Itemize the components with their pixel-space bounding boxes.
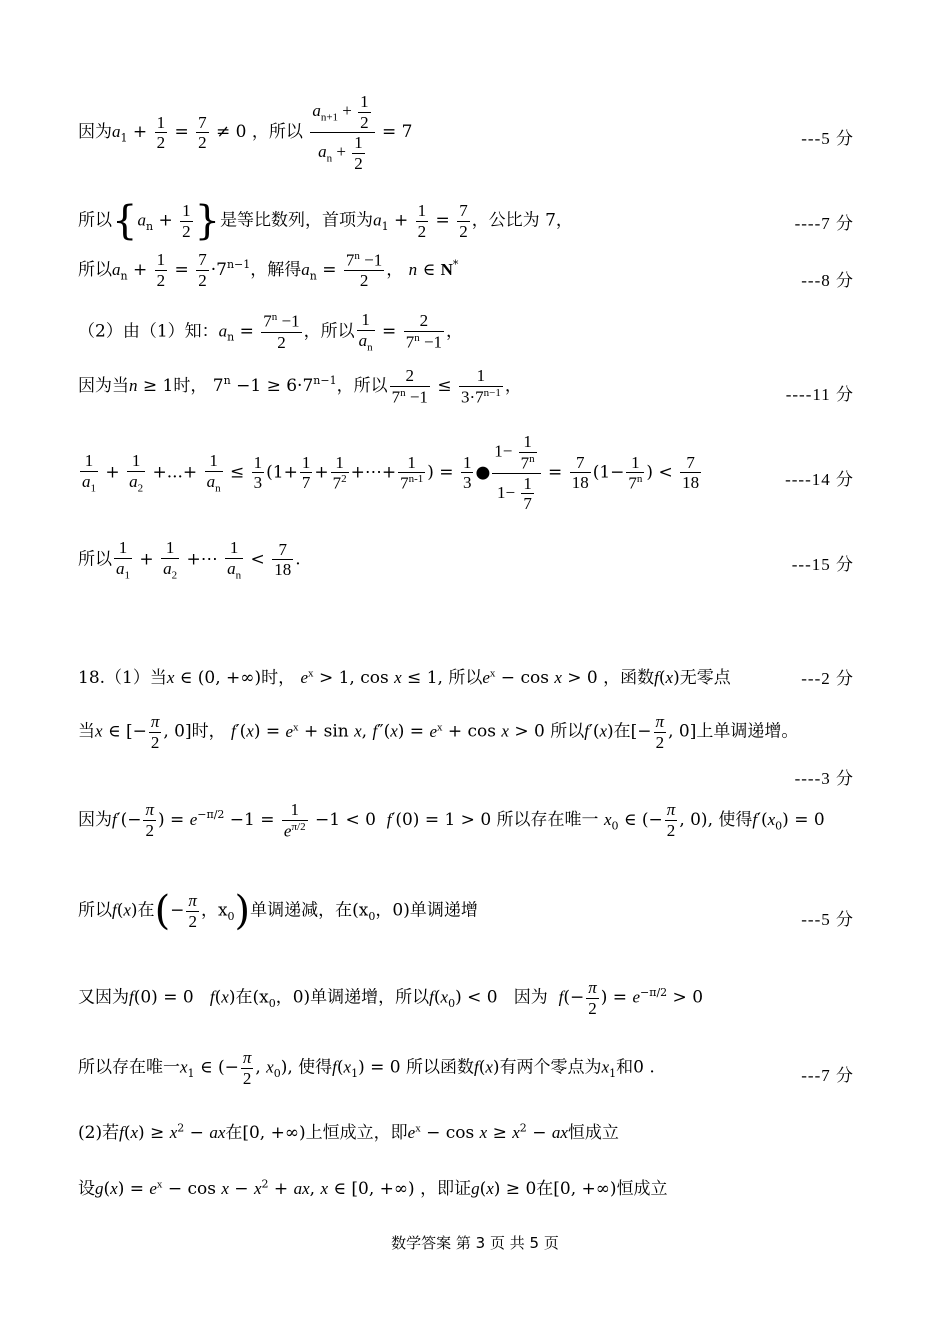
q18-line-1: 18.（1）当x ∈ (0, +∞)时， $e^x > 1$, cos x ≤ 1, 所以$e^x - \cos x > 0$ ，函数f(x)无零点 — [78, 667, 731, 688]
score-14: ----14 分 — [785, 470, 854, 489]
q18-line-2: 当x ∈ [− $\frac{\pi}{2}$ , 0]时， $f'(x) = e^x + \sin x$, $f''(x) = e^x + \cos x > 0$ 所以f′(x)在[− $\frac{\pi}{2}$ , 0]上单调递增。 — [78, 712, 799, 752]
q18-score-2: ---2 分 — [801, 669, 854, 688]
q18-line-5: 又因为f(0) = 0 f(x)在($x_0$，0)单调递增，所以$f(x_0) < 0$ 因为 f(− $\frac{\pi}{2}$ ) = $e^{-\pi/2} > 0$ — [78, 978, 704, 1018]
q18-line-8: 设$g(x) = e^x - \cos x - x^2$ + ax, x ∈ [0, +∞) ，即证g(x) ≥ 0在[0, +∞)恒成立 — [78, 1177, 668, 1199]
score-7: ----7 分 — [794, 214, 854, 233]
line-5: 因为当n ≥ 1时， $7^n -1 \ge 6\cdot 7^{n-1}$，所以 $\frac{2}{7^n -1}$ ≤ $\frac{1}{3\cdot 7^{n-1}}$ ， — [78, 366, 522, 407]
line-7: 所以 $\frac{1}{a_1}$ + $\frac{1}{a_2}$ +⋯ $\frac{1}{a_n}$ < $\frac{7}{18}$ . — [78, 538, 301, 581]
score-15: ---15 分 — [791, 555, 854, 574]
q18-score-7: ---7 分 — [801, 1066, 854, 1085]
line-6: $\frac{1}{a_1}$ + $\frac{1}{a_2}$ +...+ $\frac{1}{a_n}$ ≤ $\frac{1}{3}$ (1+ $\frac{1}{7}$ + $\frac{1}{7^2}$ +⋯+ $\frac{1}{7^{n-1}}$ ) = $\frac{1}{3}$ ● 1− $\frac{1}{7^n}$ 1− $\frac{1}{7}$ = $\frac{7}{18}$ (1− $\frac{1}{7^n}$ ) < $\frac{7}{18}$ — [82, 432, 700, 514]
line-3: 所以$a_n$ + $\frac{1}{2}$ = $\frac{7}{2}$ $\cdot 7^{n-1}$，解得$a_n$ = $\frac{7^n -1}{2}$ ， n ∈ N* — [78, 250, 459, 291]
q18-score-3: ----3 分 — [794, 769, 854, 788]
q18-score-5: ---5 分 — [801, 910, 854, 929]
line-1: 因为$a_1$ + $\frac{1}{2}$ = $\frac{7}{2}$ ≠ 0 ，所以 $a_{n+1}$ + $\frac{1}{2}$ $a_n$ + $\frac{1}{2}$ = 7 — [78, 92, 413, 173]
line-2: 所以{$a_n$ + $\frac{1}{2}$ }是等比数列，首项为$a_1$ + $\frac{1}{2}$ = $\frac{7}{2}$ ，公比为 7， — [78, 198, 573, 244]
line-4: （2）由（1）知：$a_n$ = $\frac{7^n -1}{2}$ ，所以 $\frac{1}{a_n}$ = $\frac{2}{7^n -1}$ ， — [78, 310, 464, 353]
q18-line-7: (2)若$f(x) \ge x^2$ − ax在[0, +∞)上恒成立，即$e^x - \cos x \ge x^2$ − ax恒成立 — [78, 1121, 619, 1143]
score-11: ----11 分 — [785, 385, 854, 404]
page-footer: 数学答案 第 3 页 共 5 页 — [391, 1234, 559, 1252]
q18-line-3: 因为f′(− $\frac{\pi}{2}$ ) = $e^{-\pi/2} -1$ = $\frac{1}{e^{\pi/2}}$ −1 < 0 f′(0) = 1 > 0 所以存在唯一 $x_0$ ∈ (− $\frac{\pi}{2}$ , 0), 使得$f'(x_0) = 0$ — [78, 800, 825, 841]
score-5: ---5 分 — [801, 129, 854, 148]
q18-line-6: 所以存在唯一$x_1$ ∈ (− $\frac{\pi}{2}$ , $x_0$), 使得$f(x_1) = 0$ 所以函数f(x)有两个零点为$x_1$和0 . — [78, 1048, 655, 1088]
q18-line-4: 所以f(x)在(− $\frac{\pi}{2}$ ，$x_0$)单调递减，在($x_0$，0)单调递增 — [78, 888, 478, 934]
score-8: ---8 分 — [801, 271, 854, 290]
